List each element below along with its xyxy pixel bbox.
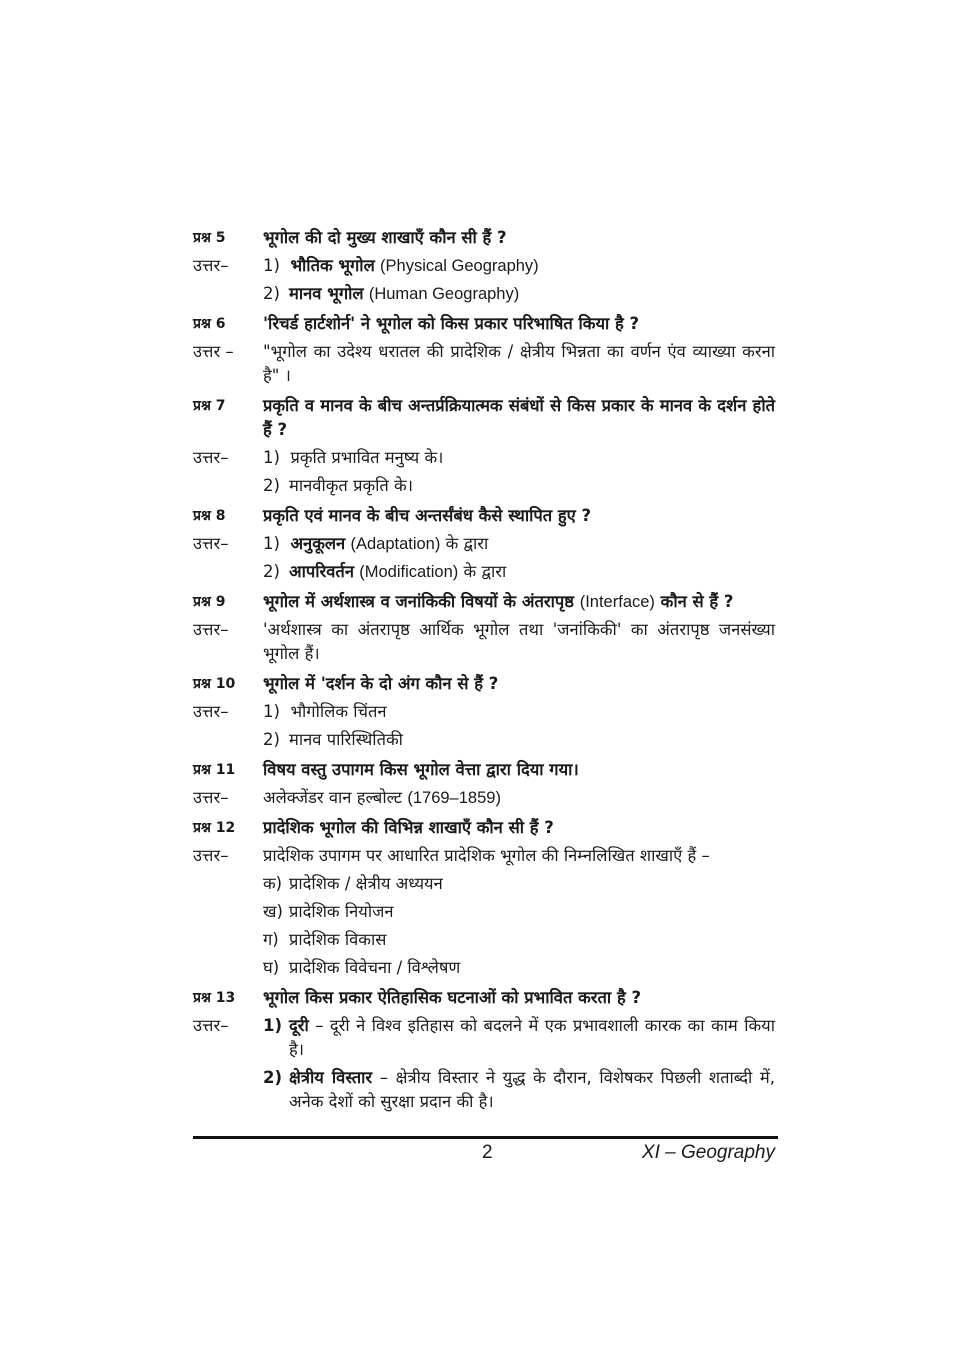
answer-label: उत्तर– bbox=[193, 846, 229, 865]
answer-text: प्रादेशिक उपागम पर आधारित प्रादेशिक भूगोल की निम्नलिखित शाखाएँ हैं – bbox=[263, 846, 710, 865]
answer-text: अलेक्जेंडर वान हल्बोल्ट bbox=[263, 788, 403, 807]
question-13 bbox=[193, 986, 775, 1010]
answer-label: उत्तर– bbox=[193, 788, 229, 807]
answer-13 bbox=[193, 1014, 775, 1062]
question-text-english: (Interface) bbox=[579, 593, 655, 611]
question-label: प्रश्न 10 bbox=[193, 676, 236, 692]
list-term: क्षेत्रीय विस्तार bbox=[289, 1068, 373, 1087]
list-number: 1) bbox=[263, 256, 280, 275]
answer-years: (1769–1859) bbox=[407, 789, 501, 807]
list-text: प्रादेशिक विकास bbox=[289, 930, 387, 949]
list-text: प्रादेशिक / क्षेत्रीय अध्ययन bbox=[289, 874, 443, 893]
list-term-english: (Human Geography) bbox=[368, 285, 520, 303]
list-term-english: (Adaptation) bbox=[350, 535, 441, 553]
question-label: प्रश्न 11 bbox=[193, 762, 236, 778]
page-content bbox=[193, 220, 775, 1114]
page-footer bbox=[193, 1142, 775, 1168]
list-item bbox=[193, 956, 775, 980]
answer-11 bbox=[193, 786, 775, 810]
question-text: भूगोल में 'दर्शन के दो अंग कौन से हैं ? bbox=[263, 674, 499, 693]
list-number: 1) bbox=[263, 1016, 283, 1035]
question-text: प्रकृति एवं मानव के बीच अन्तर्संबंध कैसे स्थापित हुए ? bbox=[263, 506, 592, 525]
question-text: भूगोल की दो मुख्य शाखाएँ कौन सी हैं ? bbox=[263, 228, 507, 247]
question-label: प्रश्न 5 bbox=[193, 230, 226, 246]
footer-divider bbox=[193, 1136, 778, 1139]
question-10 bbox=[193, 672, 775, 696]
answer-text: "भूगोल का उदेश्य धरातल की प्रादेशिक / क्षेत्रीय भिन्नता का वर्णन एंव व्याख्या करना है" । bbox=[263, 342, 775, 385]
list-text: प्रादेशिक नियोजन bbox=[289, 902, 394, 921]
answer-label: उत्तर– bbox=[193, 702, 229, 721]
list-text: मानव पारिस्थितिकी bbox=[289, 730, 403, 749]
list-item bbox=[193, 928, 775, 952]
list-number: क) bbox=[263, 874, 283, 893]
subject-label: XI – Geography bbox=[641, 1142, 775, 1163]
answer-9 bbox=[193, 618, 775, 666]
list-number: ग) bbox=[263, 930, 279, 949]
list-text: प्रादेशिक विवेचना / विश्लेषण bbox=[289, 958, 461, 977]
answer-label: उत्तर– bbox=[193, 534, 229, 553]
list-item bbox=[193, 474, 775, 498]
question-text: भूगोल किस प्रकार ऐतिहासिक घटनाओं को प्रभावित करता है ? bbox=[263, 988, 642, 1007]
question-8 bbox=[193, 504, 775, 528]
list-number: 2) bbox=[263, 476, 280, 495]
question-label: प्रश्न 7 bbox=[193, 398, 226, 414]
question-text: प्रादेशिक भूगोल की विभिन्न शाखाएँ कौन सी हैं ? bbox=[263, 818, 554, 837]
list-term: भौतिक भूगोल bbox=[290, 256, 375, 275]
list-item bbox=[193, 728, 775, 752]
answer-8 bbox=[193, 532, 775, 556]
list-item bbox=[193, 900, 775, 924]
question-label: प्रश्न 13 bbox=[193, 990, 236, 1006]
question-label: प्रश्न 9 bbox=[193, 594, 226, 610]
list-item bbox=[193, 282, 775, 306]
list-term: अनुकूलन bbox=[290, 534, 346, 553]
question-text: भूगोल में अर्थशास्त्र व जनांकिकी विषयों के अंतरापृष्ठ bbox=[263, 592, 574, 611]
answer-10 bbox=[193, 700, 775, 724]
list-text: भौगोलिक चिंतन bbox=[290, 702, 387, 721]
answer-label: उत्तर– bbox=[193, 256, 229, 275]
question-text-end: कौन से हैं ? bbox=[660, 592, 734, 611]
question-7 bbox=[193, 394, 775, 442]
question-label: प्रश्न 12 bbox=[193, 820, 236, 836]
list-text: मानवीकृत प्रकृति के। bbox=[289, 476, 413, 495]
question-text: विषय वस्तु उपागम किस भूगोल वेत्ता द्वारा दिया गया। bbox=[263, 760, 579, 779]
answer-label: उत्तर– bbox=[193, 1016, 229, 1035]
question-12 bbox=[193, 816, 775, 840]
question-text: प्रकृति व मानव के बीच अन्तर्प्रक्रियात्मक संबंधों से किस प्रकार के मानव के दर्शन होते हैं ? bbox=[263, 396, 775, 439]
answer-label: उत्तर – bbox=[193, 342, 234, 361]
list-number: 2) bbox=[263, 1068, 283, 1087]
list-number: 1) bbox=[263, 702, 280, 721]
answer-7 bbox=[193, 446, 775, 470]
list-number: ख) bbox=[263, 902, 283, 921]
question-9 bbox=[193, 590, 775, 614]
list-number: घ) bbox=[263, 958, 280, 977]
question-6 bbox=[193, 312, 775, 336]
list-text: के द्वारा bbox=[463, 562, 507, 581]
answer-text: 'अर्थशास्त्र का अंतरापृष्ठ आर्थिक भूगोल तथा 'जनांकिकी' का अंतरापृष्ठ जनसंख्या भूगोल हैं। bbox=[263, 620, 775, 663]
answer-label: उत्तर– bbox=[193, 620, 229, 639]
list-term: आपरिवर्तन bbox=[289, 562, 354, 581]
question-label: प्रश्न 8 bbox=[193, 508, 226, 524]
question-label: प्रश्न 6 bbox=[193, 316, 226, 332]
list-item bbox=[193, 560, 775, 584]
page-number: 2 bbox=[482, 1142, 493, 1163]
list-number: 1) bbox=[263, 448, 280, 467]
answer-label: उत्तर– bbox=[193, 448, 229, 467]
list-text: प्रकृति प्रभावित मनुष्य के। bbox=[290, 448, 444, 467]
list-number: 1) bbox=[263, 534, 280, 553]
list-text: के द्वारा bbox=[445, 534, 489, 553]
list-item bbox=[193, 1066, 775, 1114]
list-term: मानव भूगोल bbox=[289, 284, 364, 303]
answer-12 bbox=[193, 844, 775, 868]
list-term: दूरी bbox=[289, 1016, 309, 1035]
question-11 bbox=[193, 758, 775, 782]
list-term-english: (Modification) bbox=[359, 563, 459, 581]
question-5 bbox=[193, 226, 775, 250]
list-term-english: (Physical Geography) bbox=[380, 257, 539, 275]
list-item bbox=[193, 872, 775, 896]
list-number: 2) bbox=[263, 730, 280, 749]
question-text: 'रिचर्ड हार्टशोर्न' ने भूगोल को किस प्रकार परिभाषित किया है ? bbox=[263, 314, 640, 333]
list-text: – क्षेत्रीय विस्तार ने युद्ध के दौरान, विशेषकर पिछली शताब्दी में, अनेक देशों को सुरक्षा प्रदान की है। bbox=[289, 1068, 776, 1111]
list-number: 2) bbox=[263, 284, 280, 303]
answer-6 bbox=[193, 340, 775, 388]
answer-5 bbox=[193, 254, 775, 278]
list-number: 2) bbox=[263, 562, 280, 581]
list-text: – दूरी ने विश्व इतिहास को बदलने में एक प्रभावशाली कारक का काम किया है। bbox=[289, 1016, 776, 1059]
